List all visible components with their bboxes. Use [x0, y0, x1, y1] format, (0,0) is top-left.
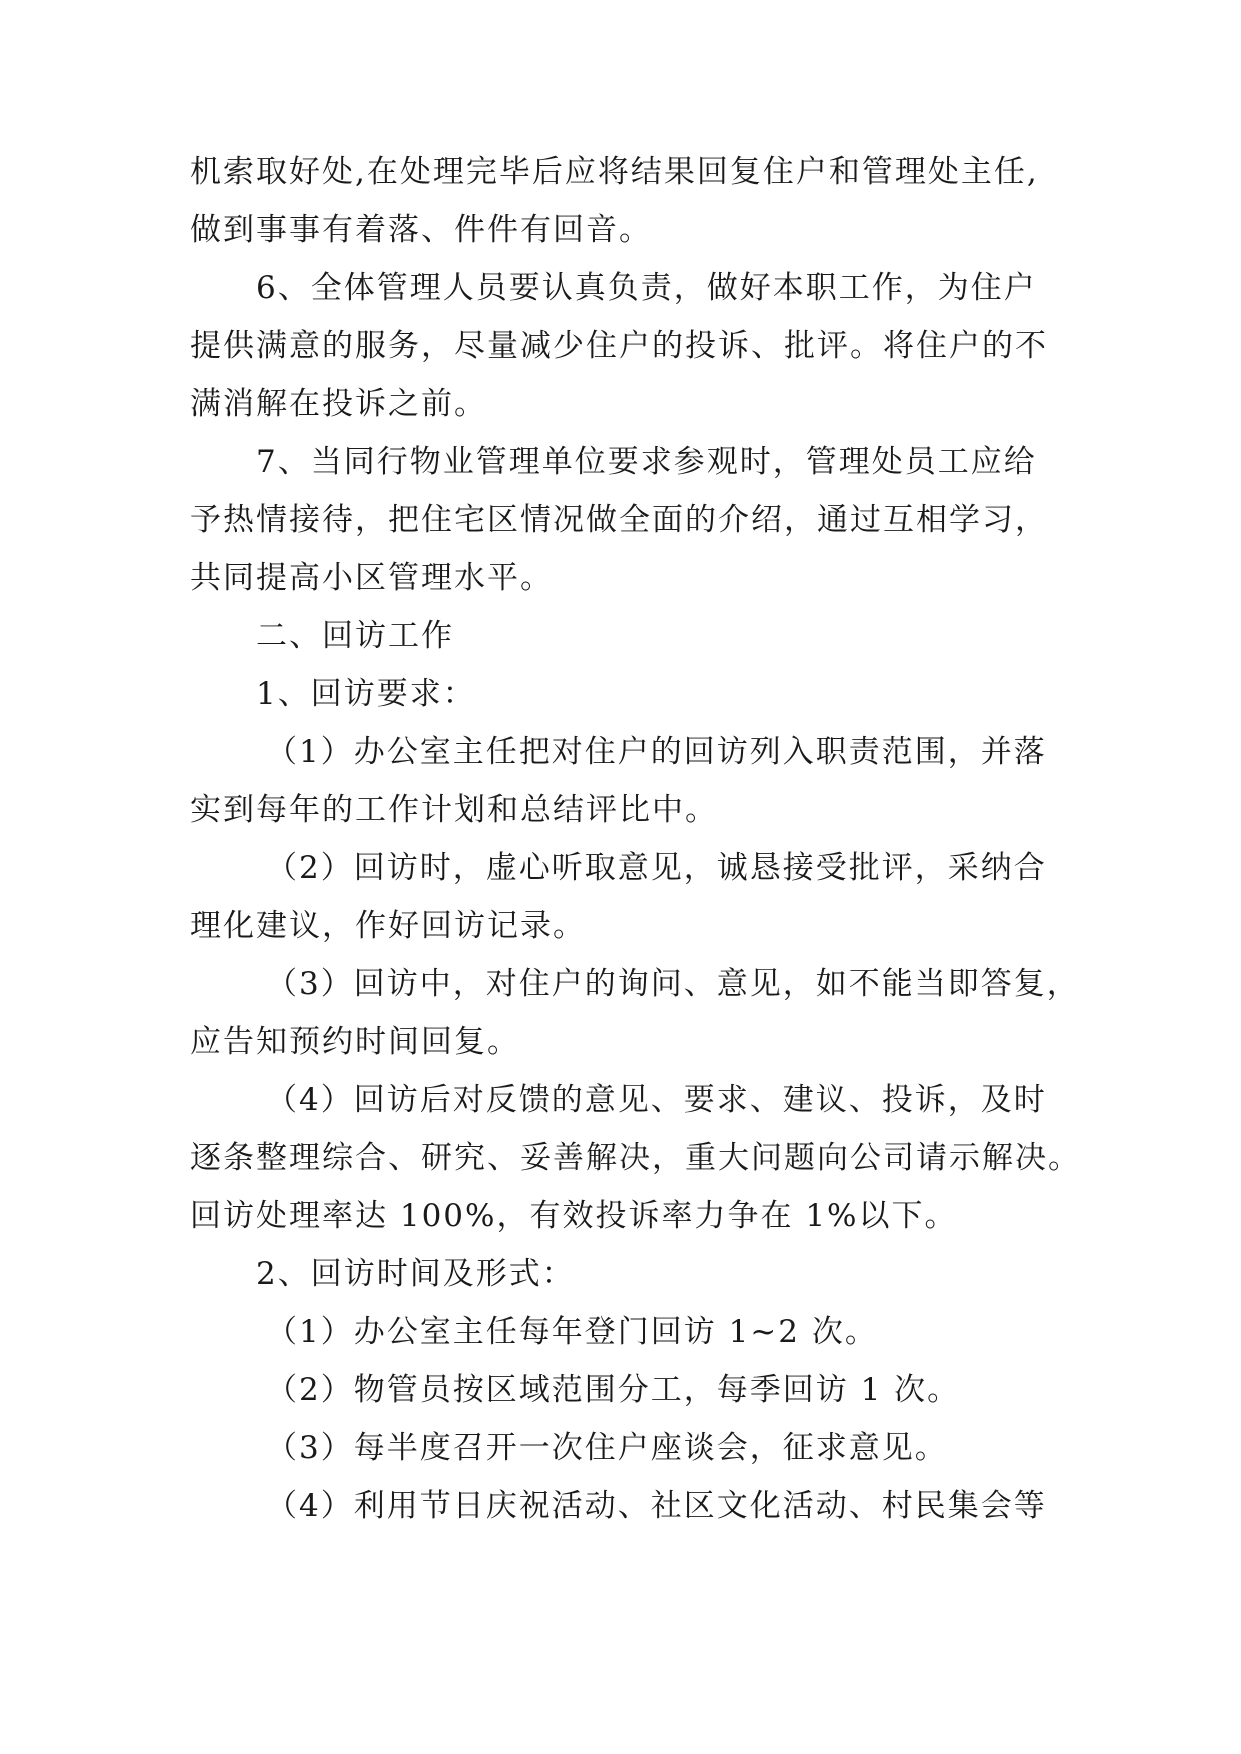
text-line: 逐条整理综合、研究、妥善解决，重大问题向公司请示解决。 — [190, 1140, 1081, 1176]
text-line: （2）回访时，虚心听取意见，诚恳接受批评，采纳合 — [266, 850, 1047, 886]
text-line: 共同提高小区管理水平。 — [190, 560, 553, 596]
text-line: 实到每年的工作计划和总结评比中。 — [190, 792, 718, 828]
text-line: 7、当同行物业管理单位要求参观时，管理处员工应给 — [256, 444, 1037, 480]
text-line: （4）利用节日庆祝活动、社区文化活动、村民集会等 — [266, 1488, 1047, 1524]
text-line: 满消解在投诉之前。 — [190, 386, 487, 422]
text-line: （1）办公室主任把对住户的回访列入职责范围，并落 — [266, 734, 1047, 770]
text-line: （2）物管员按区域范围分工，每季回访 1 次。 — [266, 1372, 961, 1408]
text-line: 做到事事有着落、件件有回音。 — [190, 212, 652, 248]
text-line: 理化建议，作好回访记录。 — [190, 908, 586, 944]
text-line: 予热情接待，把住宅区情况做全面的介绍，通过互相学习， — [190, 502, 1048, 538]
subsection-heading: 2、回访时间及形式： — [256, 1256, 575, 1292]
text-line: （3）回访中，对住户的询问、意见，如不能当即答复， — [266, 966, 1080, 1002]
text-line: （1）办公室主任每年登门回访 1~2 次。 — [266, 1314, 878, 1350]
text-line: （4）回访后对反馈的意见、要求、建议、投诉，及时 — [266, 1082, 1047, 1118]
text-line: 回访处理率达 100%，有效投诉率力争在 1%以下。 — [190, 1198, 958, 1234]
subsection-heading: 1、回访要求： — [256, 676, 476, 712]
text-line: （3）每半度召开一次住户座谈会，征求意见。 — [266, 1430, 948, 1466]
text-line: 机索取好处,在处理完毕后应将结果回复住户和管理处主任, — [190, 154, 1039, 190]
section-heading: 二、回访工作 — [256, 618, 454, 654]
text-line: 6、全体管理人员要认真负责，做好本职工作，为住户 — [256, 270, 1037, 306]
text-line: 应告知预约时间回复。 — [190, 1024, 520, 1060]
text-line: 提供满意的服务，尽量减少住户的投诉、批评。将住户的不 — [190, 328, 1048, 364]
